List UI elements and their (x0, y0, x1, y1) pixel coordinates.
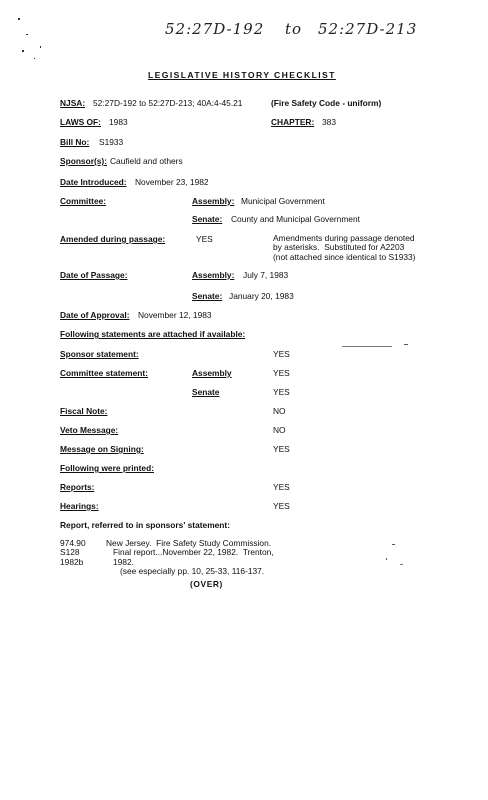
handwritten-right-ref: 52:27D-213 (318, 20, 418, 38)
chapter-value: 383 (322, 117, 336, 127)
following-printed-heading: Following were printed: (60, 463, 154, 473)
reports-label: Reports: (60, 482, 95, 492)
committee-statement-assembly-value: YES (273, 368, 290, 378)
veto-message-label: Veto Message: (60, 425, 119, 435)
message-on-signing-value: YES (273, 444, 290, 454)
committee-statement-senate-value: YES (273, 387, 290, 397)
njsa-label: NJSA: (60, 98, 86, 108)
committee-senate-value: County and Municipal Government (231, 214, 360, 224)
date-of-passage-label: Date of Passage: (60, 270, 128, 280)
passage-senate-label: Senate: (192, 291, 223, 301)
hearings-value: YES (273, 501, 290, 511)
passage-senate-value: January 20, 1983 (229, 291, 294, 301)
chapter-label: CHAPTER: (271, 117, 315, 127)
citation-call-number: 974.90 S128 1982b (60, 538, 86, 567)
passage-assembly-value: July 7, 1983 (243, 270, 289, 280)
committee-statement-senate-label: Senate (192, 387, 220, 397)
handwritten-left-ref: 52:27D-192 (165, 20, 265, 38)
amended-note: Amendments during passage denoted by asterisks. Substituted for A2203 (not attached since identical to S1933) (273, 233, 416, 262)
date-of-approval-value: November 12, 1983 (138, 310, 212, 320)
veto-message-value: NO (273, 425, 286, 435)
sponsors-label: Sponsor(s): (60, 156, 107, 166)
message-on-signing-label: Message on Signing: (60, 444, 144, 454)
njsa-note: (Fire Safety Code - uniform) (271, 98, 382, 108)
committee-assembly-label: Assembly: (192, 196, 235, 206)
fiscal-note-value: NO (273, 406, 286, 416)
bill-no-label: Bill No: (60, 137, 90, 147)
njsa-value: 52:27D-192 to 52:27D-213; 40A:4-45.21 (93, 98, 243, 108)
handwritten-to: to (285, 20, 303, 38)
over-marker: (OVER) (190, 579, 223, 589)
bill-no-value: S1933 (99, 137, 124, 147)
amended-value: YES (196, 234, 213, 244)
passage-assembly-label: Assembly: (192, 270, 235, 280)
committee-assembly-value: Municipal Government (241, 196, 325, 206)
amended-label: Amended during passage: (60, 234, 166, 244)
sponsors-value: Caufield and others (110, 156, 183, 166)
date-introduced-label: Date Introduced: (60, 177, 127, 187)
page-title: LEGISLATIVE HISTORY CHECKLIST (148, 70, 336, 80)
laws-of-label: LAWS OF: (60, 117, 101, 127)
fiscal-note-label: Fiscal Note: (60, 406, 108, 416)
sponsor-statement-value: YES (273, 349, 290, 359)
laws-of-value: 1983 (109, 117, 128, 127)
date-introduced-value: November 23, 1982 (135, 177, 209, 187)
hearings-label: Hearings: (60, 501, 99, 511)
committee-statement-label: Committee statement: (60, 368, 148, 378)
date-of-approval-label: Date of Approval: (60, 310, 130, 320)
committee-statement-assembly-label: Assembly (192, 368, 232, 378)
committee-senate-label: Senate: (192, 214, 223, 224)
committee-label: Committee: (60, 196, 107, 206)
report-referred-heading: Report, referred to in sponsors' statement: (60, 520, 230, 530)
citation-text: New Jersey. Fire Safety Study Commission. Final report...November 22, 1982. Trenton, 1982. (see especially pp. 10, 25-33, 116-137. (106, 538, 274, 577)
following-attached-heading: Following statements are attached if available: (60, 329, 246, 339)
reports-value: YES (273, 482, 290, 492)
sponsor-statement-label: Sponsor statement: (60, 349, 139, 359)
